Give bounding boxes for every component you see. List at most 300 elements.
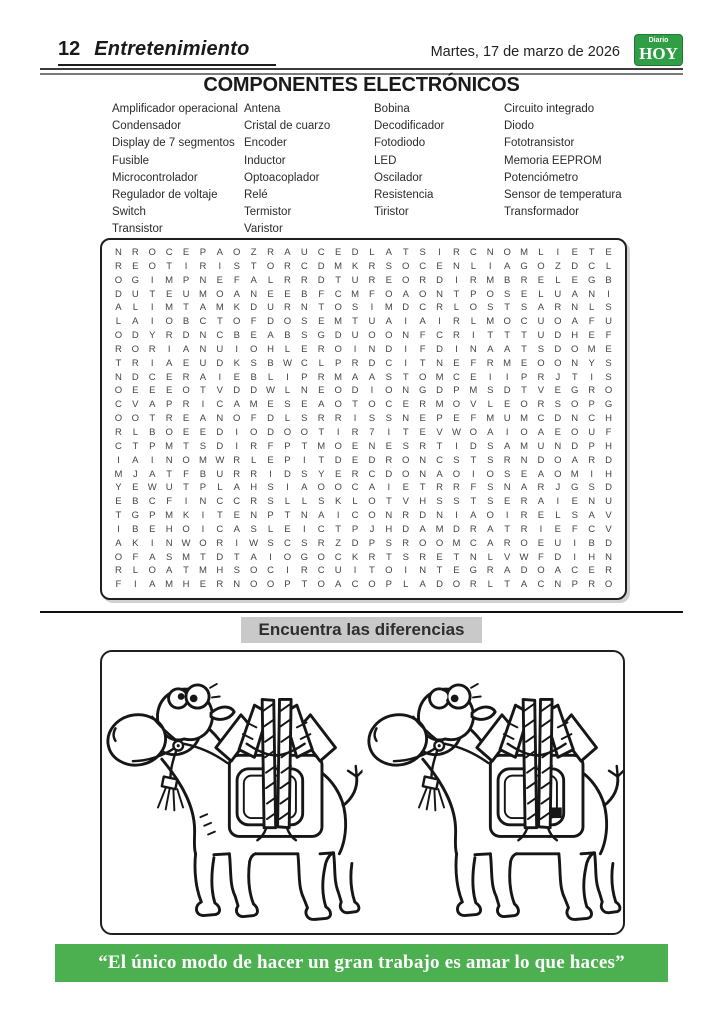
grid-letter: R [588, 454, 596, 466]
grid-letter: E [301, 399, 308, 411]
grid-letter: S [385, 371, 393, 383]
grid-letter: L [538, 247, 544, 258]
grid-letter: T [419, 482, 426, 494]
grid-letter: N [300, 510, 308, 522]
grid-letter: A [503, 343, 511, 355]
grid-letter: O [571, 399, 579, 411]
grid-letter: M [165, 579, 174, 591]
grid-letter: B [149, 426, 156, 438]
grid-letter: F [318, 288, 325, 300]
grid-letter: U [537, 330, 545, 342]
grid-letter: E [233, 371, 240, 383]
grid-letter: E [588, 330, 595, 342]
grid-letter: M [215, 302, 224, 314]
grid-letter: O [554, 357, 562, 369]
grid-letter: A [233, 399, 240, 411]
grid-letter: M [165, 510, 174, 522]
grid-letter: S [284, 399, 291, 411]
grid-letter: L [369, 247, 375, 258]
grid-letter: E [520, 288, 528, 300]
grid-letter: S [487, 440, 494, 452]
grid-letter: A [537, 302, 545, 314]
grid-letter: O [402, 260, 410, 272]
grid-letter: T [504, 523, 511, 535]
grid-letter: S [301, 537, 308, 549]
grid-letter: S [385, 537, 393, 549]
grid-letter: I [167, 343, 171, 355]
grid-letter: R [605, 565, 612, 577]
grid-letter: 7 [369, 426, 375, 438]
grid-letter: D [554, 343, 562, 355]
grid-letter: I [438, 247, 441, 258]
grid-letter: M [435, 523, 444, 535]
grid-letter: P [284, 579, 291, 591]
grid-letter: I [387, 426, 391, 438]
grid-letter: S [385, 260, 393, 272]
grid-letter: A [318, 510, 325, 522]
grid-letter: T [183, 440, 189, 452]
grid-letter: O [233, 316, 241, 328]
grid-letter: I [286, 565, 289, 577]
grid-letter: I [370, 302, 374, 314]
grid-letter: L [487, 399, 493, 411]
grid-letter: T [318, 454, 325, 466]
grid-letter: O [114, 551, 123, 563]
grid-letter: F [605, 426, 612, 438]
word-item: Transistor [112, 223, 163, 236]
grid-letter: O [385, 330, 393, 342]
word-item: Amplificador operacional [112, 103, 238, 115]
grid-letter: E [182, 426, 190, 438]
grid-letter: O [131, 343, 140, 355]
grid-letter: E [267, 288, 274, 300]
grid-letter: A [115, 537, 122, 549]
grid-letter: R [182, 399, 190, 411]
grid-letter: S [267, 482, 274, 494]
grid-letter: G [469, 565, 478, 577]
grid-letter: A [419, 579, 426, 591]
grid-letter: N [199, 496, 207, 508]
grid-letter: I [505, 426, 509, 438]
grid-letter: K [182, 510, 190, 522]
word-item: Transformador [504, 206, 579, 219]
grid-letter: V [216, 385, 224, 397]
grid-letter: L [555, 510, 561, 522]
grid-letter: I [303, 454, 306, 466]
grid-letter: E [132, 260, 139, 272]
grid-letter: I [387, 482, 391, 494]
grid-letter: E [267, 454, 274, 466]
grid-letter: N [605, 551, 612, 563]
grid-letter: N [115, 247, 122, 258]
grid-letter: E [470, 371, 477, 383]
grid-letter: O [503, 247, 511, 258]
grid-letter: E [402, 482, 409, 494]
grid-letter: R [520, 274, 528, 286]
grid-letter: I [404, 316, 408, 328]
grid-letter: W [215, 454, 225, 466]
grid-letter: I [505, 510, 509, 522]
grid-letter: L [352, 496, 358, 508]
grid-letter: A [537, 426, 545, 438]
grid-letter: V [436, 426, 443, 438]
grid-letter: L [318, 357, 324, 369]
grid-letter: O [486, 288, 494, 300]
grid-letter: E [385, 440, 393, 452]
grid-letter: P [149, 440, 156, 452]
grid-letter: R [115, 343, 122, 355]
grid-letter: L [267, 274, 274, 286]
grid-letter: J [555, 482, 561, 494]
grid-letter: T [149, 413, 156, 425]
grid-letter: T [521, 330, 527, 342]
grid-letter: S [385, 413, 393, 425]
grid-letter: P [199, 247, 207, 258]
word-item: Inductor [244, 154, 286, 167]
grid-letter: Y [149, 330, 156, 342]
grid-letter: S [402, 551, 409, 563]
grid-letter: C [351, 579, 359, 591]
grid-letter: L [588, 302, 595, 314]
grid-letter: O [418, 288, 427, 300]
grid-letter: F [588, 316, 595, 328]
grid-letter: A [487, 523, 494, 535]
grid-letter: F [115, 579, 122, 591]
grid-letter: N [300, 385, 308, 397]
grid-letter: F [419, 343, 426, 355]
word-item: LED [374, 154, 397, 167]
grid-letter: O [604, 385, 613, 397]
grid-letter: T [335, 274, 342, 286]
grid-letter: R [520, 496, 528, 508]
word-item: Fusible [112, 154, 150, 167]
grid-letter: O [385, 288, 393, 300]
word-item: Relé [244, 189, 268, 202]
grid-letter: N [436, 288, 443, 300]
grid-letter: O [148, 565, 156, 577]
grid-letter: U [267, 302, 274, 314]
grid-letter: W [451, 426, 461, 438]
grid-letter: A [419, 523, 426, 535]
grid-letter: S [233, 565, 240, 577]
grid-letter: I [573, 537, 577, 549]
grid-letter: I [472, 468, 475, 480]
grid-letter: O [402, 468, 410, 480]
grid-letter: U [199, 357, 207, 369]
grid-letter: O [182, 523, 190, 535]
grid-letter: N [436, 357, 443, 369]
grid-letter: R [165, 330, 173, 342]
grid-letter: S [250, 357, 257, 369]
grid-letter: T [571, 371, 578, 383]
grid-letter: R [436, 302, 443, 314]
grid-letter: T [233, 551, 240, 563]
grid-letter: E [182, 413, 190, 425]
grid-letter: O [266, 579, 275, 591]
grid-letter: T [301, 440, 308, 452]
grid-letter: D [537, 454, 545, 466]
grid-letter: M [520, 247, 528, 258]
grid-letter: N [216, 413, 224, 425]
grid-letter: R [402, 537, 410, 549]
grid-letter: A [487, 343, 494, 355]
grid-letter: O [317, 482, 325, 494]
grid-letter: C [216, 399, 224, 411]
grid-letter: N [250, 288, 258, 300]
grid-letter: E [453, 413, 460, 425]
grid-letter: O [604, 579, 613, 591]
grid-letter: B [605, 274, 612, 286]
grid-letter: E [165, 371, 173, 383]
grid-letter: R [233, 468, 241, 480]
grid-letter: V [605, 523, 612, 535]
grid-letter: T [453, 288, 460, 300]
grid-letter: H [267, 343, 274, 355]
header-left [58, 38, 276, 66]
grid-letter: D [436, 343, 443, 355]
grid-letter: I [269, 551, 272, 563]
grid-letter: R [402, 510, 410, 522]
grid-letter: D [115, 288, 122, 300]
grid-letter: M [486, 413, 495, 425]
grid-letter: M [469, 385, 478, 397]
grid-letter: T [216, 316, 223, 328]
grid-letter: O [317, 551, 325, 563]
grid-letter: A [487, 537, 494, 549]
grid-letter: R [284, 302, 291, 314]
grid-letter: O [520, 426, 528, 438]
grid-letter: E [149, 523, 156, 535]
grid-letter: N [402, 330, 410, 342]
grid-letter: S [605, 302, 612, 314]
grid-letter: R [503, 454, 511, 466]
grid-letter: S [453, 496, 460, 508]
grid-letter: D [334, 454, 342, 466]
grid-letter: I [150, 537, 154, 549]
grid-letter: I [218, 260, 222, 272]
grid-letter: L [470, 260, 476, 272]
grid-letter: K [233, 357, 240, 369]
grid-letter: W [181, 537, 191, 549]
grid-letter: F [571, 523, 578, 535]
grid-letter: D [436, 579, 443, 591]
grid-letter: R [115, 426, 122, 438]
grid-letter: T [115, 357, 122, 369]
grid-letter: R [300, 565, 308, 577]
grid-letter: B [233, 330, 240, 342]
grid-letter: B [284, 330, 291, 342]
word-item: Encoder [244, 137, 287, 150]
grid-letter: C [216, 523, 224, 535]
grid-letter: D [250, 302, 258, 314]
grid-letter: M [452, 537, 461, 549]
grid-letter: O [182, 454, 190, 466]
grid-letter: R [588, 579, 596, 591]
grid-letter: O [469, 426, 478, 438]
section-divider [40, 611, 683, 613]
grid-letter: E [554, 426, 562, 438]
grid-letter: W [282, 357, 292, 369]
grid-letter: N [554, 440, 562, 452]
grid-letter: E [503, 399, 511, 411]
grid-letter: O [114, 385, 123, 397]
grid-letter: H [250, 482, 258, 494]
grid-letter: F [538, 551, 544, 563]
grid-letter: U [216, 468, 224, 480]
grid-letter: I [134, 579, 137, 591]
grid-letter: N [571, 357, 579, 369]
grid-letter: S [419, 247, 426, 258]
grid-letter: I [286, 482, 289, 494]
grid-letter: A [503, 440, 511, 452]
grid-letter: O [317, 579, 325, 591]
grid-letter: A [588, 510, 595, 522]
grid-letter: S [318, 496, 325, 508]
grid-letter: O [486, 510, 494, 522]
grid-letter: I [556, 496, 560, 508]
grid-letter: O [334, 399, 342, 411]
grid-letter: C [300, 260, 308, 272]
grid-letter: D [368, 357, 376, 369]
grid-letter: L [132, 426, 138, 438]
grid-letter: E [571, 247, 578, 258]
grid-letter: N [199, 343, 207, 355]
grid-letter: T [200, 385, 206, 397]
grid-letter: A [149, 579, 156, 591]
grid-letter: E [520, 468, 528, 480]
grid-letter: O [249, 565, 258, 577]
grid-letter: R [520, 510, 528, 522]
grid-letter: L [267, 371, 274, 383]
grid-letter: I [218, 371, 222, 383]
grid-letter: D [436, 385, 443, 397]
grid-letter: A [233, 482, 240, 494]
grid-letter: B [182, 316, 190, 328]
grid-letter: O [571, 343, 579, 355]
grid-letter: A [487, 426, 494, 438]
grid-letter: R [165, 413, 173, 425]
word-list-column [112, 101, 244, 239]
grid-letter: R [368, 260, 376, 272]
grid-letter: A [250, 551, 257, 563]
grid-letter: Y [588, 357, 595, 369]
grid-letter: H [165, 523, 173, 535]
grid-letter: E [419, 413, 426, 425]
grid-letter: D [334, 330, 342, 342]
grid-letter: D [402, 302, 410, 314]
grid-letter: E [199, 579, 207, 591]
grid-letter: O [402, 274, 410, 286]
grid-letter: A [149, 468, 156, 480]
grid-letter: O [283, 316, 292, 328]
grid-letter: S [503, 288, 511, 300]
grid-letter: S [605, 371, 612, 383]
grid-letter: O [334, 482, 342, 494]
grid-letter: I [607, 288, 610, 300]
grid-letter: L [605, 260, 612, 272]
grid-letter: I [150, 274, 154, 286]
grid-letter: T [352, 399, 358, 411]
grid-letter: P [436, 413, 443, 425]
differences-image-box [100, 650, 625, 935]
grid-letter: I [235, 537, 239, 549]
grid-letter: R [537, 482, 545, 494]
grid-letter: F [250, 316, 257, 328]
differences-heading: Encuentra las diferencias [241, 617, 483, 643]
grid-letter: D [385, 468, 393, 480]
grid-letter: C [368, 468, 376, 480]
grid-letter: W [249, 537, 259, 549]
grid-letter: T [470, 496, 477, 508]
grid-letter: C [165, 247, 173, 258]
grid-letter: O [537, 565, 545, 577]
grid-letter: U [182, 288, 190, 300]
grid-letter: F [605, 330, 612, 342]
grid-letter: M [165, 302, 174, 314]
grid-letter: I [455, 510, 458, 522]
grid-letter: I [353, 565, 357, 577]
grid-letter: T [385, 551, 392, 563]
grid-letter: O [486, 468, 494, 480]
grid-letter: R [453, 330, 460, 342]
grid-letter: E [571, 274, 578, 286]
grid-letter: D [284, 468, 291, 480]
grid-letter: A [267, 330, 274, 342]
grid-letter: C [233, 496, 241, 508]
grid-letter: D [351, 247, 359, 258]
grid-letter: A [250, 274, 257, 286]
grid-letter: C [115, 399, 122, 411]
grid-letter: C [588, 413, 596, 425]
grid-letter: R [284, 260, 291, 272]
grid-letter: M [435, 371, 444, 383]
grid-letter: N [165, 454, 173, 466]
grid-letter: R [588, 385, 596, 397]
section-title: Entretenimiento [94, 38, 250, 60]
grid-letter: R [317, 371, 325, 383]
word-list-column [504, 101, 664, 239]
grid-letter: T [115, 510, 122, 522]
grid-letter: A [233, 288, 240, 300]
grid-letter: Z [250, 247, 257, 258]
grid-letter: T [453, 551, 460, 563]
grid-letter: M [503, 357, 512, 369]
grid-letter: P [385, 579, 393, 591]
grid-letter: L [284, 496, 291, 508]
grid-letter: I [455, 440, 458, 452]
grid-letter: L [267, 523, 274, 535]
grid-letter: E [605, 343, 612, 355]
grid-letter: I [370, 385, 374, 397]
word-item: Fotodiodo [374, 137, 426, 150]
word-search-grid [110, 246, 617, 592]
word-item: Cristal de cuarzo [244, 120, 331, 133]
grid-letter: C [148, 496, 156, 508]
grid-letter: A [571, 288, 578, 300]
grid-letter: R [216, 537, 224, 549]
word-search-box [100, 238, 627, 600]
grid-letter: T [183, 482, 189, 494]
grid-letter: D [571, 440, 579, 452]
camel-left-image [102, 652, 363, 933]
grid-letter: O [114, 413, 123, 425]
grid-letter: M [587, 343, 596, 355]
grid-letter: T [352, 316, 358, 328]
word-item: Circuito integrado [504, 103, 595, 115]
grid-letter: O [402, 454, 410, 466]
grid-letter: C [216, 496, 224, 508]
grid-letter: M [486, 316, 495, 328]
